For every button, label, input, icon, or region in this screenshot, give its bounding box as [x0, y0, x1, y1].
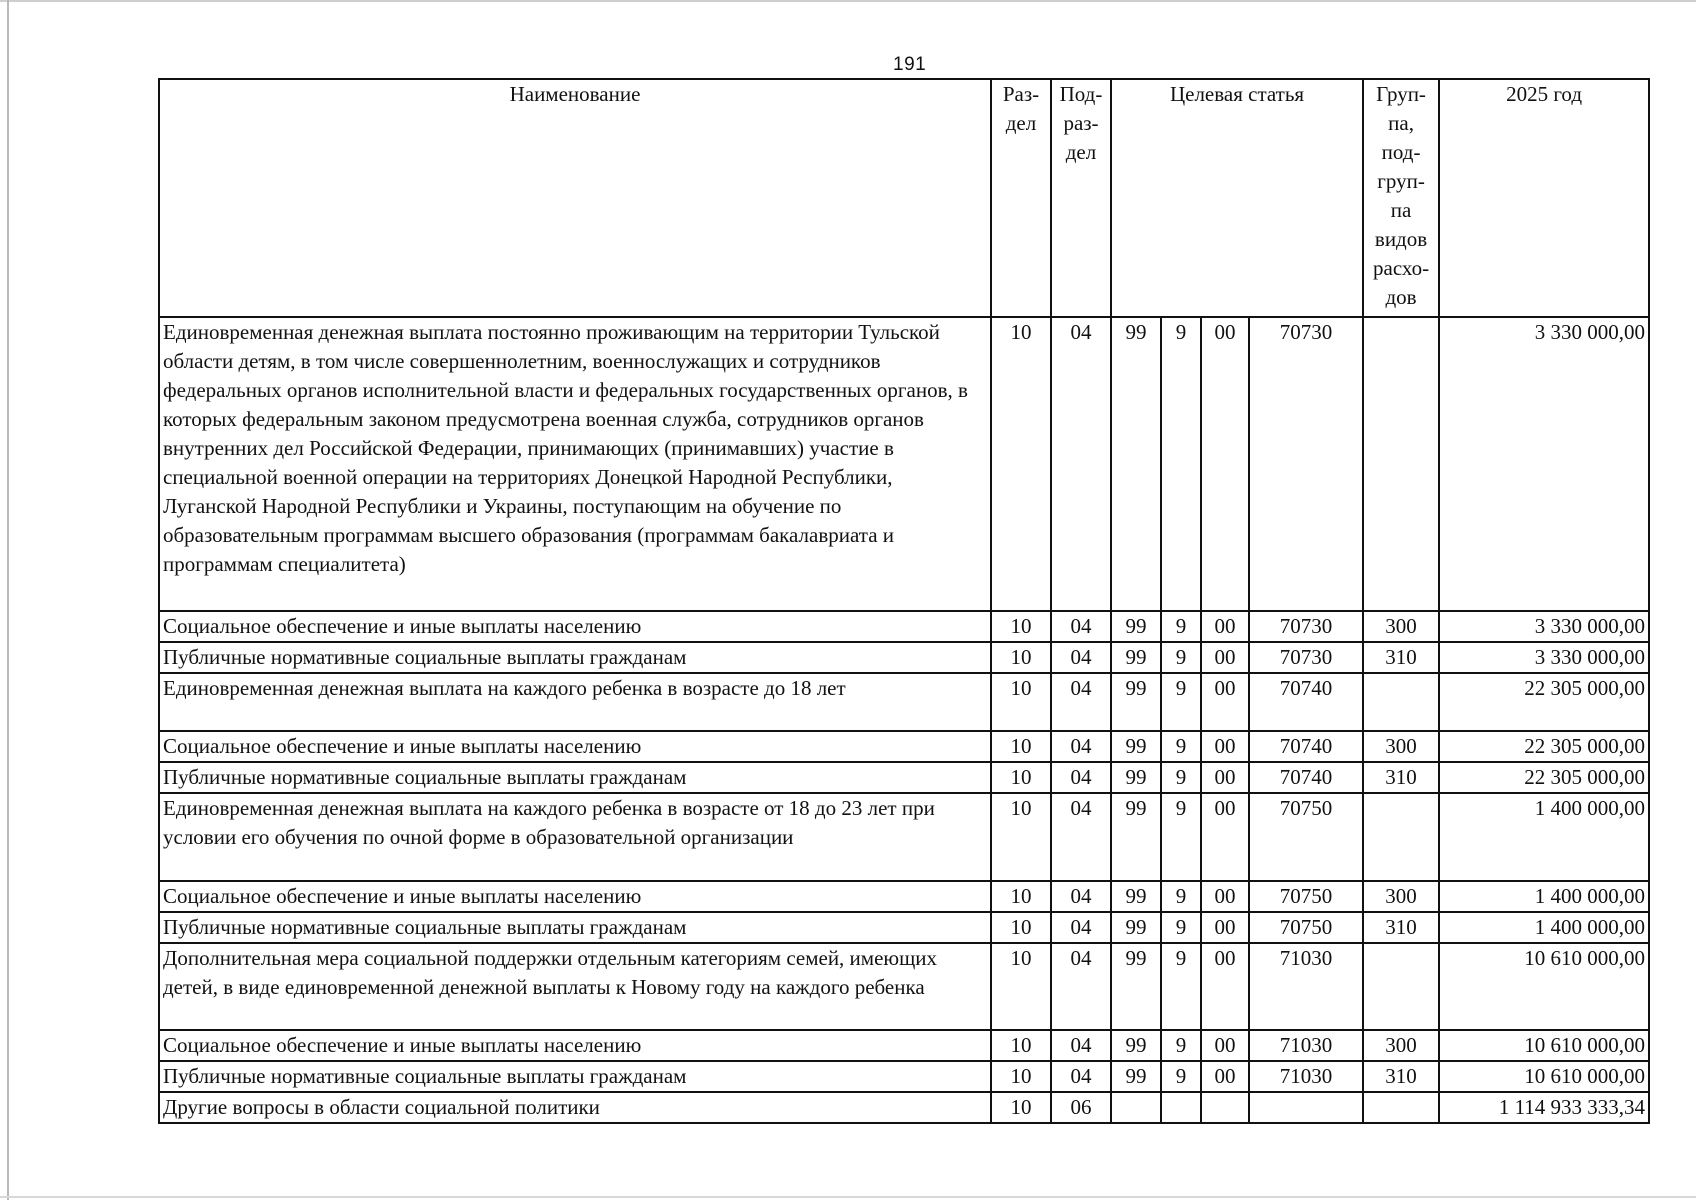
row-target-program: 99 — [1111, 943, 1161, 1030]
table-row — [159, 943, 1649, 1030]
row-amount: 3 330 000,00 — [1439, 642, 1649, 673]
row-section: 10 — [991, 1030, 1051, 1061]
row-target-event: 00 — [1201, 731, 1249, 762]
row-section: 10 — [991, 642, 1051, 673]
row-amount: 3 330 000,00 — [1439, 611, 1649, 642]
row-expense-group: 300 — [1363, 1030, 1439, 1061]
row-target-event — [1201, 1092, 1249, 1123]
row-expense-group: 300 — [1363, 611, 1439, 642]
row-amount: 22 305 000,00 — [1439, 731, 1649, 762]
row-target-subprogram: 9 — [1161, 673, 1201, 731]
row-target-event: 00 — [1201, 1061, 1249, 1092]
row-name: Социальное обеспечение и иные выплаты населению — [159, 611, 991, 642]
row-subsection: 04 — [1051, 881, 1111, 912]
table-row — [159, 793, 1649, 881]
row-amount: 3 330 000,00 — [1439, 317, 1649, 611]
table-row — [159, 1030, 1649, 1061]
row-target-program: 99 — [1111, 881, 1161, 912]
table-row — [159, 912, 1649, 943]
row-target-code — [1249, 1092, 1363, 1123]
row-target-event: 00 — [1201, 1030, 1249, 1061]
row-target-code: 71030 — [1249, 1030, 1363, 1061]
row-target-program: 99 — [1111, 642, 1161, 673]
row-target-code: 70740 — [1249, 731, 1363, 762]
row-subsection: 04 — [1051, 943, 1111, 1030]
table-row — [159, 762, 1649, 793]
row-name: Публичные нормативные социальные выплаты гражданам — [159, 912, 991, 943]
row-section: 10 — [991, 1092, 1051, 1123]
row-amount: 22 305 000,00 — [1439, 673, 1649, 731]
row-section: 10 — [991, 1061, 1051, 1092]
row-target-subprogram — [1161, 1092, 1201, 1123]
scan-edge-left — [7, 0, 9, 1200]
row-target-subprogram: 9 — [1161, 731, 1201, 762]
row-target-program: 99 — [1111, 731, 1161, 762]
row-target-subprogram: 9 — [1161, 793, 1201, 881]
row-section: 10 — [991, 943, 1051, 1030]
row-expense-group: 310 — [1363, 912, 1439, 943]
row-target-event: 00 — [1201, 642, 1249, 673]
row-target-program: 99 — [1111, 1061, 1161, 1092]
row-expense-group — [1363, 943, 1439, 1030]
row-amount: 1 114 933 333,34 — [1439, 1092, 1649, 1123]
row-target-code: 70740 — [1249, 762, 1363, 793]
row-target-code: 70750 — [1249, 881, 1363, 912]
row-target-code: 70730 — [1249, 611, 1363, 642]
row-amount: 22 305 000,00 — [1439, 762, 1649, 793]
row-target-program: 99 — [1111, 793, 1161, 881]
row-subsection: 04 — [1051, 762, 1111, 793]
row-target-program: 99 — [1111, 611, 1161, 642]
table-row — [159, 317, 1649, 611]
page-number-text: 191 — [893, 54, 927, 75]
row-name: Дополнительная мера социальной поддержки отдельным категориям семей, имеющих детей, в виде единовременной денежной выплаты к Новому году на каждого ребенка — [159, 943, 991, 1030]
row-target-event: 00 — [1201, 673, 1249, 731]
row-section: 10 — [991, 912, 1051, 943]
row-target-subprogram: 9 — [1161, 1030, 1201, 1061]
row-section: 10 — [991, 881, 1051, 912]
row-name: Социальное обеспечение и иные выплаты населению — [159, 731, 991, 762]
row-target-event: 00 — [1201, 912, 1249, 943]
row-target-code: 70750 — [1249, 912, 1363, 943]
row-name: Публичные нормативные социальные выплаты гражданам — [159, 642, 991, 673]
table-row — [159, 673, 1649, 731]
row-target-program: 99 — [1111, 1030, 1161, 1061]
row-target-event: 00 — [1201, 317, 1249, 611]
row-expense-group — [1363, 317, 1439, 611]
table-row — [159, 642, 1649, 673]
row-name: Публичные нормативные социальные выплаты гражданам — [159, 762, 991, 793]
row-name: Публичные нормативные социальные выплаты гражданам — [159, 1061, 991, 1092]
row-subsection: 04 — [1051, 912, 1111, 943]
row-expense-group: 300 — [1363, 731, 1439, 762]
row-subsection: 06 — [1051, 1092, 1111, 1123]
row-subsection: 04 — [1051, 317, 1111, 611]
row-name: Другие вопросы в области социальной политики — [159, 1092, 991, 1123]
row-target-code: 70750 — [1249, 793, 1363, 881]
row-target-program: 99 — [1111, 912, 1161, 943]
header-expense-group: Груп- па, под- груп- па видов расхо- дов — [1363, 79, 1439, 317]
row-expense-group — [1363, 793, 1439, 881]
row-target-event: 00 — [1201, 762, 1249, 793]
row-expense-group: 310 — [1363, 1061, 1439, 1092]
row-target-code: 70730 — [1249, 642, 1363, 673]
row-target-program: 99 — [1111, 673, 1161, 731]
row-target-code: 70740 — [1249, 673, 1363, 731]
row-target-subprogram: 9 — [1161, 943, 1201, 1030]
row-amount: 10 610 000,00 — [1439, 1030, 1649, 1061]
table-row — [159, 1092, 1649, 1123]
table-row — [159, 1061, 1649, 1092]
row-subsection: 04 — [1051, 642, 1111, 673]
header-name: Наименование — [159, 79, 991, 317]
table-row — [159, 731, 1649, 762]
row-target-program — [1111, 1092, 1161, 1123]
header-amount-2025: 2025 год — [1439, 79, 1649, 317]
row-expense-group: 310 — [1363, 762, 1439, 793]
row-subsection: 04 — [1051, 673, 1111, 731]
row-expense-group: 300 — [1363, 881, 1439, 912]
row-subsection: 04 — [1051, 793, 1111, 881]
scan-edge-top — [0, 0, 1696, 2]
row-target-subprogram: 9 — [1161, 611, 1201, 642]
row-name: Единовременная денежная выплата постоянно проживающим на территории Тульской области детям, в том числе совершеннолетним, военнослужащих и сотрудников федеральных органов исполнительной власти и федеральных государственных органов, в которых федеральным законом предусмотрена военная служба, сотрудников органов внутренних дел Российской Федерации, принимающих (принимавших) участие в специальной военной операции на территориях Донецкой Народной Республики, Луганской Народной Республики и Украины, поступающим на обучение по образовательным программам высшего образования (программам бакалавриата и программам специалитета) — [159, 317, 991, 611]
row-section: 10 — [991, 793, 1051, 881]
row-subsection: 04 — [1051, 731, 1111, 762]
scan-edge-bottom — [0, 1196, 1696, 1198]
row-name: Единовременная денежная выплата на каждого ребенка в возрасте до 18 лет — [159, 673, 991, 731]
row-target-program: 99 — [1111, 317, 1161, 611]
row-target-subprogram: 9 — [1161, 881, 1201, 912]
row-target-subprogram: 9 — [1161, 1061, 1201, 1092]
row-amount: 1 400 000,00 — [1439, 912, 1649, 943]
row-amount: 1 400 000,00 — [1439, 793, 1649, 881]
row-expense-group — [1363, 1092, 1439, 1123]
row-amount: 10 610 000,00 — [1439, 1061, 1649, 1092]
row-section: 10 — [991, 762, 1051, 793]
row-amount: 1 400 000,00 — [1439, 881, 1649, 912]
row-name: Социальное обеспечение и иные выплаты населению — [159, 881, 991, 912]
table-header-row — [159, 79, 1649, 317]
row-subsection: 04 — [1051, 611, 1111, 642]
row-expense-group: 310 — [1363, 642, 1439, 673]
row-target-subprogram: 9 — [1161, 642, 1201, 673]
row-section: 10 — [991, 673, 1051, 731]
row-target-event: 00 — [1201, 793, 1249, 881]
table-row — [159, 881, 1649, 912]
row-section: 10 — [991, 317, 1051, 611]
row-target-subprogram: 9 — [1161, 762, 1201, 793]
row-amount: 10 610 000,00 — [1439, 943, 1649, 1030]
row-target-event: 00 — [1201, 611, 1249, 642]
header-subsection: Под- раз- дел — [1051, 79, 1111, 317]
budget-table — [158, 78, 1650, 1124]
row-section: 10 — [991, 731, 1051, 762]
row-target-subprogram: 9 — [1161, 317, 1201, 611]
row-target-event: 00 — [1201, 881, 1249, 912]
row-name: Социальное обеспечение и иные выплаты населению — [159, 1030, 991, 1061]
header-target-item: Целевая статья — [1111, 79, 1363, 317]
row-name: Единовременная денежная выплата на каждого ребенка в возрасте от 18 до 23 лет при условии его обучения по очной форме в образовательной организации — [159, 793, 991, 881]
row-target-code: 70730 — [1249, 317, 1363, 611]
row-subsection: 04 — [1051, 1061, 1111, 1092]
row-target-code: 71030 — [1249, 943, 1363, 1030]
row-target-program: 99 — [1111, 762, 1161, 793]
row-subsection: 04 — [1051, 1030, 1111, 1061]
row-target-code: 71030 — [1249, 1061, 1363, 1092]
row-expense-group — [1363, 673, 1439, 731]
table-row — [159, 611, 1649, 642]
header-section: Раз- дел — [991, 79, 1051, 317]
row-target-event: 00 — [1201, 943, 1249, 1030]
row-section: 10 — [991, 611, 1051, 642]
row-target-subprogram: 9 — [1161, 912, 1201, 943]
